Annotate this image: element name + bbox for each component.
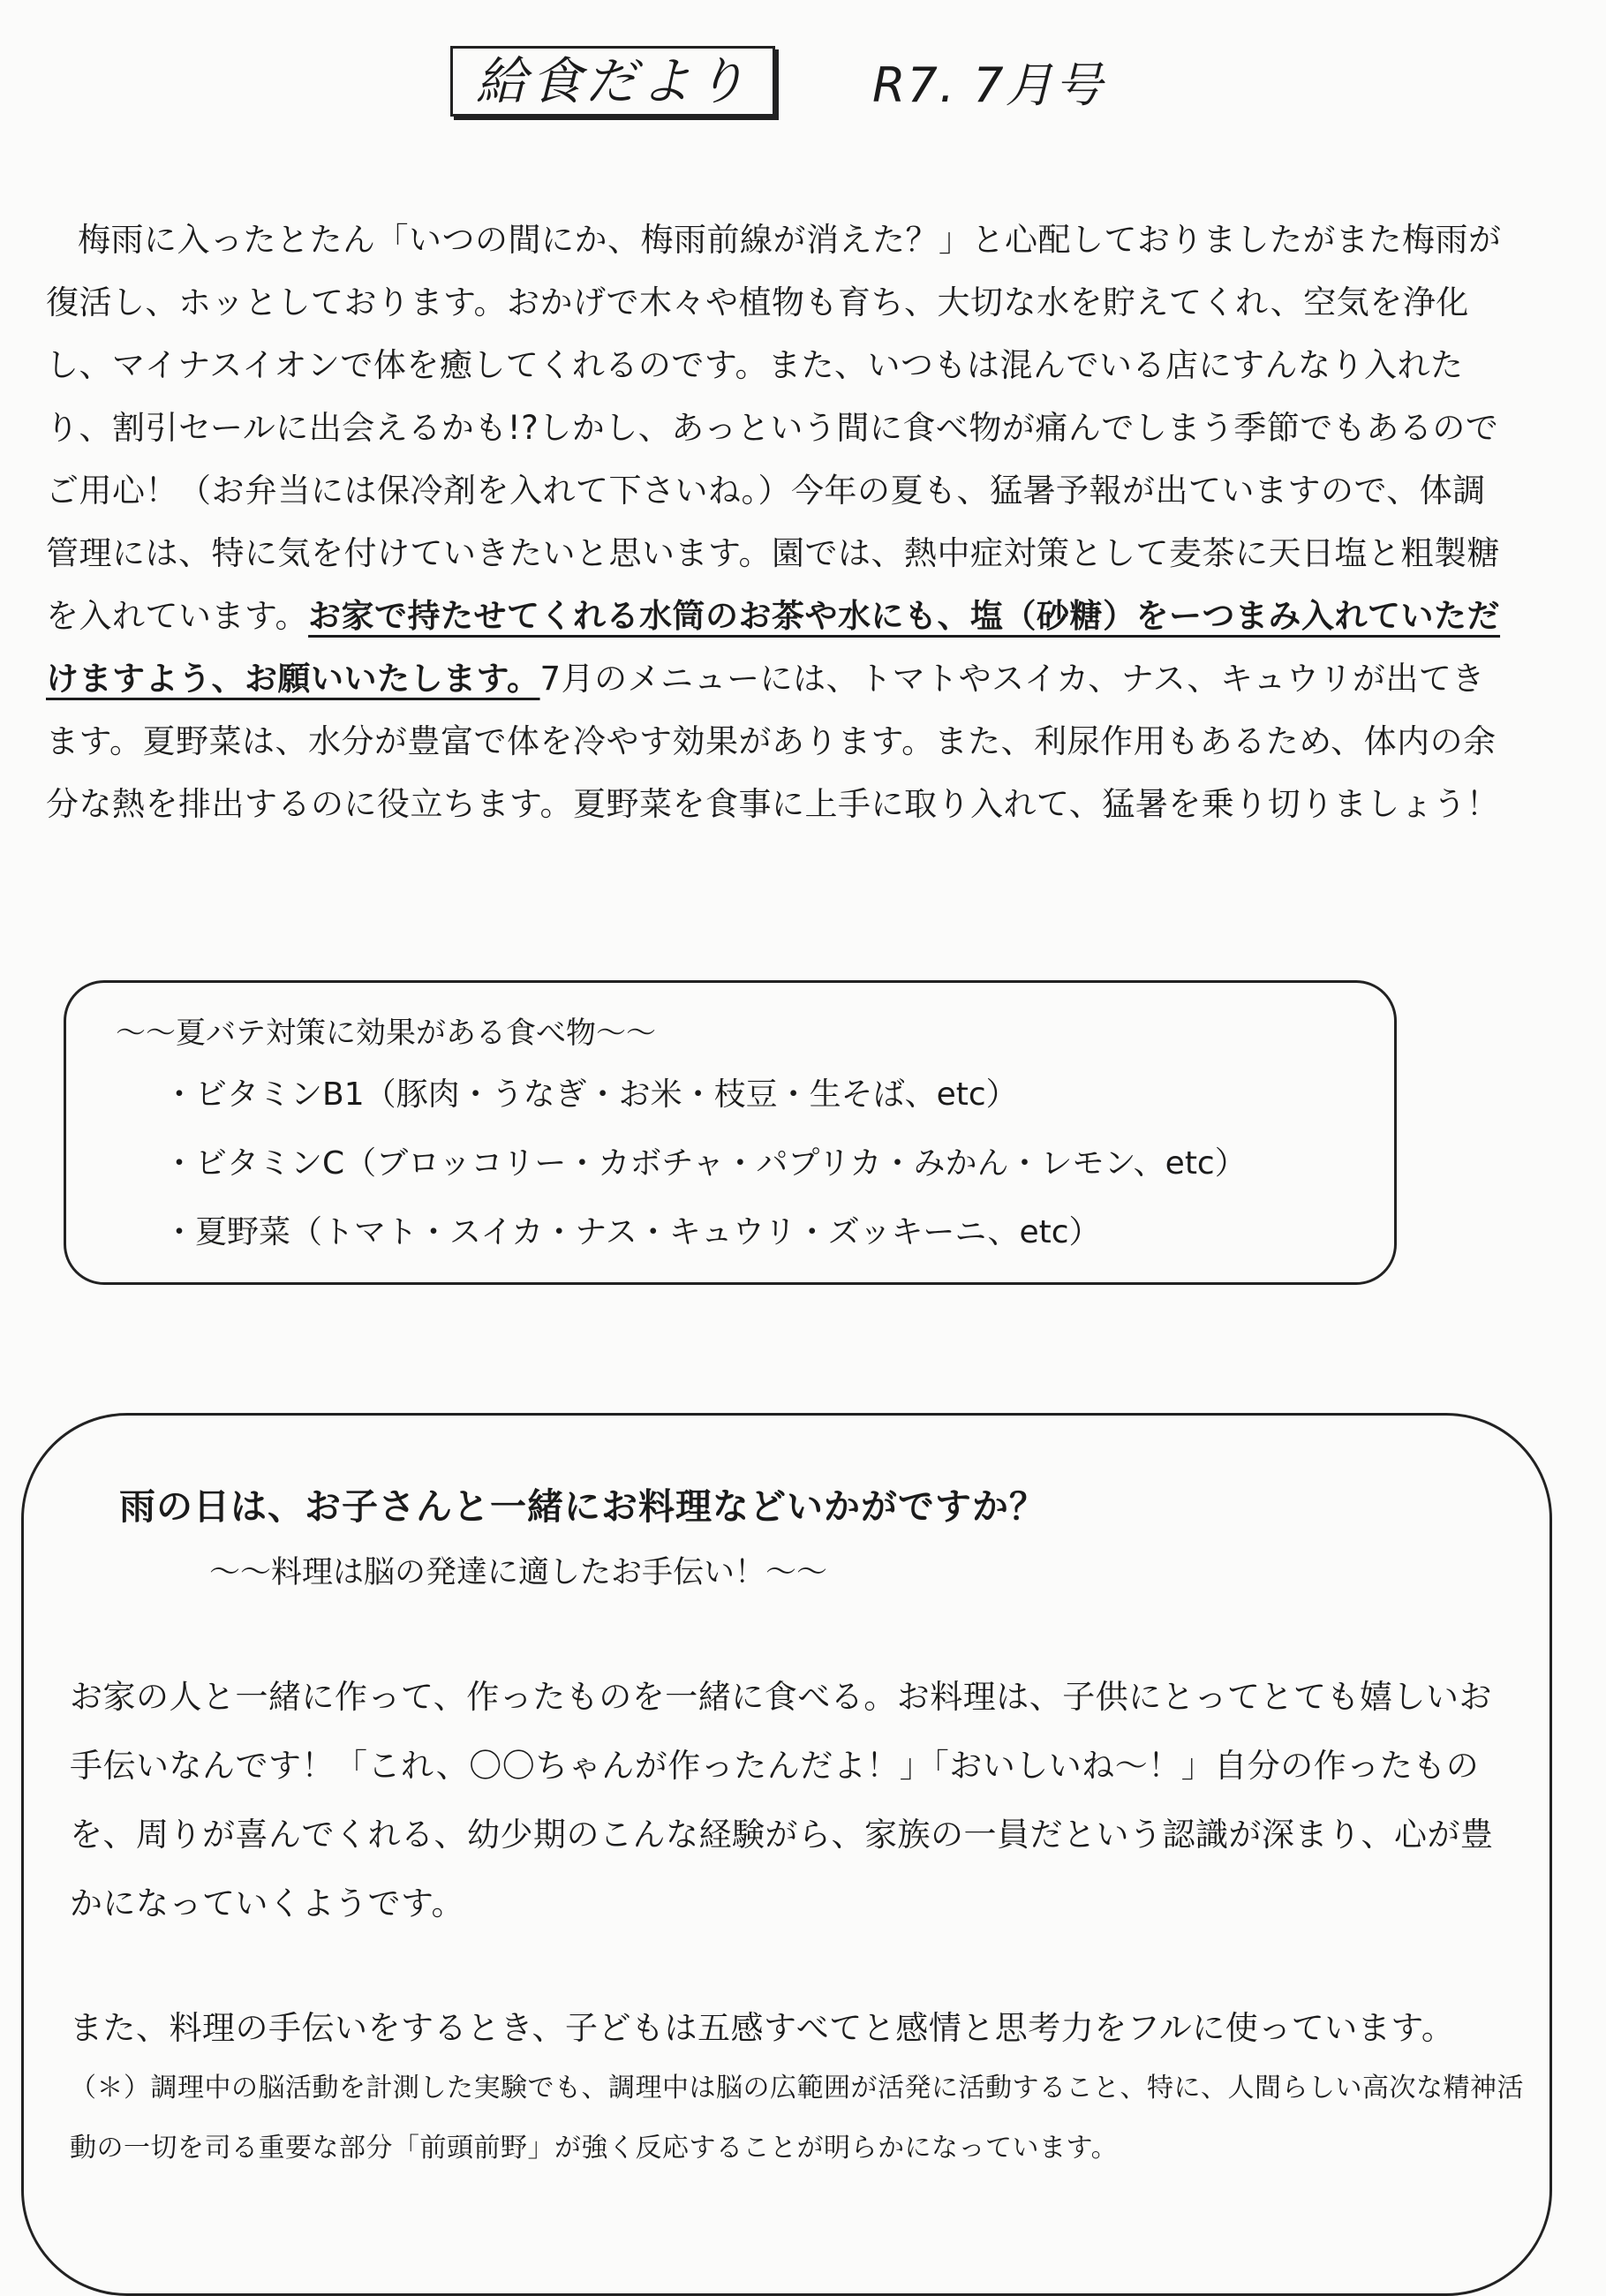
tips-item-summer-vegetables: ・ 夏野菜（トマト・スイカ・ナス・キュウリ・ズッキーニ、etc）: [163, 1198, 1368, 1267]
intro-paragraph: [46, 208, 1512, 835]
intro-request-underlined: お家で持たせてくれる水筒のお茶や水にも、塩（砂糖）をーつまみ入れていただけますよう、お願いいたします。: [46, 597, 1501, 698]
tips-list: [119, 1061, 1368, 1267]
intro-text-before: 梅雨に入ったとたん「いつの間にか、梅雨前線が消えた？」と心配しておりましたがまた梅雨が復活し、ホッとしております。おかげで木々や植物も育ち、大切な水を貯えてくれ、空気を浄化し、マイナスイオンで体を癒してくれるのです。また、いつもは混んでいる店にすんなり入れたり、割引セールに出会えるかも!?しかし、あっという間に食べ物が痛んでしまう季節でもあるのでご用心！（お弁当には保冷剤を入れて下さいね。）今年の夏も、猛暑予報が出ていますので、体調管理には、特に気を付けていきたいと思います。園では、熱中症対策として麦茶に天日塩と粗製糖を入れています。: [46, 221, 1502, 635]
intro-section: [46, 208, 1512, 835]
intro-text-after: 7月のメニューには、トマトやスイカ、ナス、キュウリが出てきます。夏野菜は、水分が豊富で体を冷やす効果があります。また、利尿作用もあるため、体内の余分な熱を排出するのに役立ちます。夏野菜を食事に上手に取り入れて、猛暑を乗り切りましょう！: [46, 660, 1500, 823]
tips-item-vitamin-c: ・ ビタミンC（ブロッコリー・カボチャ・パプリカ・みかん・レモン、etc）: [163, 1129, 1368, 1198]
newsletter-header: [450, 46, 1105, 117]
rain-heading: 雨の日は、お子さんと一緒にお料理などいかがですか？: [119, 1485, 1046, 1528]
tips-item-vitamin-b1: ・ ビタミンB1（豚肉・うなぎ・お米・枝豆・生そば、etc）: [163, 1061, 1368, 1129]
rain-footnote: （＊）調理中の脳活動を計測した実験でも、調理中は脳の広範囲が活発に活動すること、特に、人間らしい高次な精神活動の一切を司る重要な部分「前頭前野」が強く反応することが明らかになっています。: [70, 2073, 1524, 2164]
rain-subheading: ～～料理は脳の発達に適したお手伝い！～～: [209, 1555, 828, 1590]
rain-paragraph-1: お家の人と一緒に作って、作ったものを一緒に食べる。お料理は、子供にとってとても嬉しいお手伝いなんです！「これ、〇〇ちゃんが作ったんだよ！」「おいしいね～！」自分の作ったものを、周りが喜んでくれる、幼少期のこんな経験がら、家族の一員だという認識が深まり、心が豊かになっていくようです。: [70, 1678, 1494, 1922]
tips-title: ～～夏バテ対策に効果がある食べ物～～: [116, 1016, 656, 1051]
rainy-day-cooking-box: [21, 1413, 1552, 2296]
issue-label: R7. 7月号: [872, 57, 1105, 113]
summer-fatigue-foods-box: [64, 980, 1397, 1285]
newsletter-title: 給食だより: [450, 46, 775, 117]
rain-paragraph-2: また、料理の手伝いをするとき、子どもは五感すべてと感情と思考力をフルに使っています。: [70, 2009, 1455, 2047]
